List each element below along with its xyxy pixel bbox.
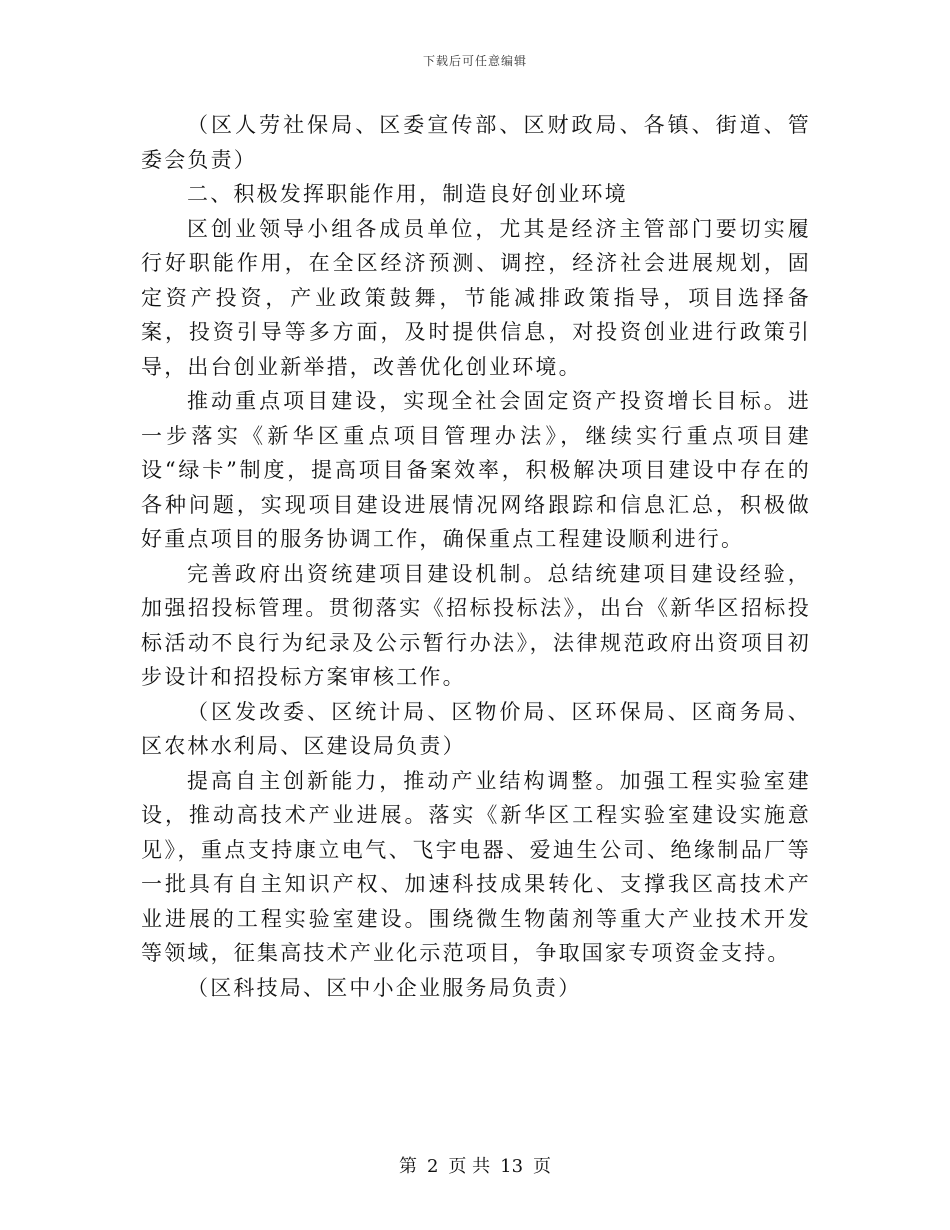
- body-paragraph-2: 推动重点项目建设，实现全社会固定资产投资增长目标。进一步落实《新华区重点项目管理办法》，继续实行重点项目建设“绿卡”制度，提高项目备案效率，积极解决项目建设中存在的各种问题，实现项目建设进展情况网络跟踪和信息汇总，积极做好重点项目的服务协调工作，确保重点工程建设顺利进行。: [141, 389, 811, 551]
- footer-suffix: 页: [533, 1156, 552, 1177]
- page-footer: [0, 1152, 950, 1178]
- body-paragraph-1: 区创业领导小组各成员单位，尤其是经济主管部门要切实履行好职能作用，在全区经济预测、调控，经济社会进展规划，固定资产投资，产业政策鼓舞，节能减排政策指导，项目选择备案，投资引导等多方面，及时提供信息，对投资创业进行政策引导，出台创业新举措，改善优化创业环境。: [141, 216, 811, 379]
- page-header: 下载后可任意编辑: [422, 54, 527, 68]
- body-paragraph-3: 完善政府出资统建项目建设机制。总结统建项目建设经验，加强招投标管理。贯彻落实《招标投标法》，出台《新华区招标投标活动不良行为纪录及公示暂行办法》，法律规范政府出资项目初步设计和招投标方案审核工作。: [141, 561, 811, 689]
- total-pages-number: 13: [500, 1156, 524, 1177]
- current-page-number: 2: [426, 1156, 439, 1177]
- footer-prefix: 第: [398, 1156, 417, 1177]
- footer-middle: 页 共: [448, 1156, 491, 1177]
- document-body: [141, 108, 811, 1005]
- responsibility-note-1: （区人劳社保局、区委宣传部、区财政局、各镇、街道、管委会负责）: [141, 113, 811, 172]
- body-paragraph-4: 提高自主创新能力，推动产业结构调整。加强工程实验室建设，推动高技术产业进展。落实《新华区工程实验室建设实施意见》，重点支持康立电气、飞宇电器、爱迪生公司、绝缘制品厂等一批具有自主知识产权、加速科技成果转化、支撑我区高技术产业进展的工程实验室建设。围绕微生物菌剂等重大产业技术开发等领域，征集高技术产业化示范项目，争取国家专项资金支持。: [141, 768, 811, 965]
- section-heading-2: 二、积极发挥职能作用，制造良好创业环境: [187, 182, 628, 206]
- responsibility-note-3: （区科技局、区中小企业服务局负责）: [187, 975, 582, 1000]
- responsibility-note-2: （区发改委、区统计局、区物价局、区环保局、区商务局、区农林水利局、区建设局负责）: [141, 699, 811, 758]
